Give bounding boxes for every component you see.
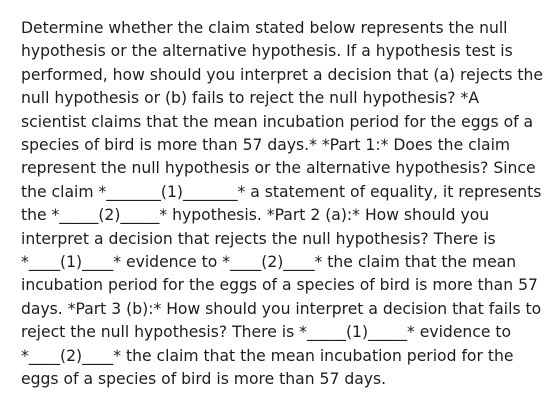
question-text: Determine whether the claim stated below represents the null hypothesis or the alternative hypothesis. If a hypothesis test is performed, how should you interpret a decision that (a) rejects the null hypothesis or (b) fails to reject the null hypothesis? *A scientist claims that the mean incubation period for the eggs of a species of bird is more than 57 days.* *Part 1:* Does the claim represent the null hypothesis or the alternative hypothesis? Since the claim *_______(1)_______* a statement of equality, it represents the *_____(2)_____* hypothesis. *Part 2 (a):* How should you interpret a decision that rejects the null hypothesis? There is *____(1)____* evidence to *____(2)____* the claim that the mean incubation period for the eggs of a species of bird is more than 57 days. *Part 3 (b):* How should you interpret a decision that fails to reject the null hypothesis? There is *_____(1)_____* evidence to *____(2)____* the claim that the mean incubation period for the eggs of a species of bird is more than 57 days. xyxy=(21,19,543,389)
